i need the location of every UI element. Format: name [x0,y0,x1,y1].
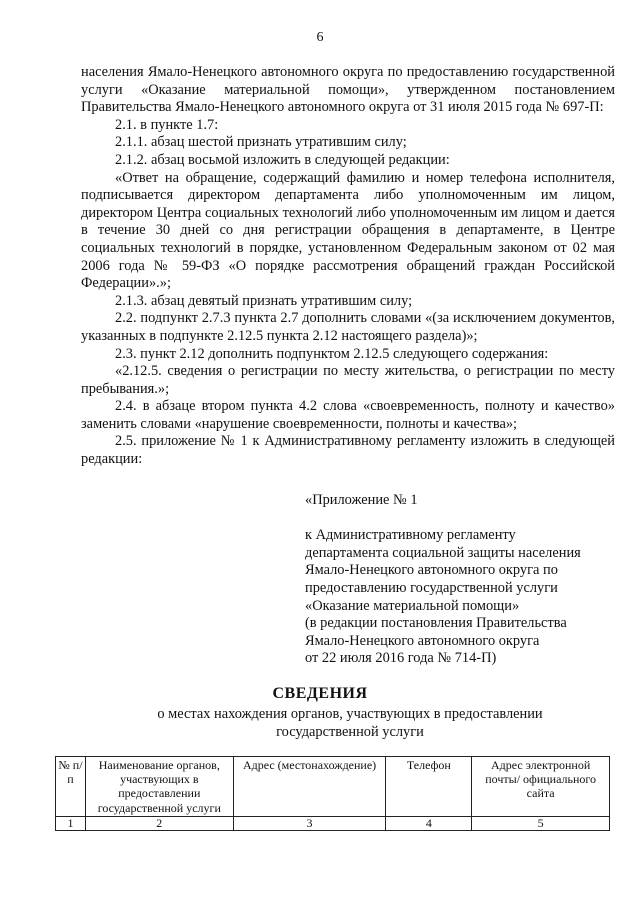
table-cell: 1 [56,816,86,830]
appendix-line: Ямало-Ненецкого автономного округа по [305,562,558,579]
table-cell: 3 [233,816,386,830]
table-row [56,816,610,830]
table-cell: 2 [85,816,233,830]
section-subheading: о местах нахождения органов, участвующих в предоставлении государственной услуги [157,706,543,740]
appendix-line: «Оказание материальной помощи» [305,597,520,614]
table-header: Телефон [386,757,472,817]
appendix-title: «Приложение № 1 [305,492,418,508]
paragraph: 2.1.3. абзац девятый признать утратившим силу; [115,292,413,309]
paragraph: 2.2. подпункт 2.7.3 пункта 2.7 дополнить словами «(за исключением документов, указанных в подпункте 2.12.5 пункта 2.12 настоящего раздела)»; [81,310,615,344]
appendix-line: (в редакции постановления Правительства [305,615,567,632]
table-header-row [56,757,610,817]
organs-table [55,756,610,831]
table-cell: 5 [472,816,610,830]
paragraph: 2.1. в пункте 1.7: [115,116,219,133]
appendix-line: Ямало-Ненецкого автономного округа [305,632,540,649]
appendix-line: предоставлению государственной услуги [305,579,558,596]
table-cell: 4 [386,816,472,830]
table-header: Наименование органов, участвующих в предоставлении государственной услуги [85,757,233,817]
paragraph: 2.3. пункт 2.12 дополнить подпунктом 2.12.5 следующего содержания: [115,345,549,362]
table-header: Адрес (местонахождение) [233,757,386,817]
appendix-line: департамента социальной защиты населения [305,544,581,561]
appendix-line: от 22 июля 2016 года № 714-П) [305,650,497,667]
paragraph: 2.1.1. абзац шестой признать утратившим силу; [115,134,407,151]
paragraph: 2.4. в абзаце втором пункта 4.2 слова «своевременность, полноту и качество» заменить словами «нарушение своевременности, полноты и качества»; [81,398,615,432]
body-text [81,64,615,469]
table-header: № п/п [56,757,86,817]
page-number: 6 [316,30,324,45]
appendix-block [305,492,615,668]
appendix-line: к Административному регламенту [305,527,516,544]
paragraph: «2.12.5. сведения о регистрации по месту жительства, о регистрации по месту пребывания.»; [81,363,615,397]
paragraph: 2.1.2. абзац восьмой изложить в следующей редакции: [115,151,450,168]
paragraph: 2.5. приложение № 1 к Административному регламенту изложить в следующей редакции: [81,433,615,468]
paragraph: «Ответ на обращение, содержащий фамилию и номер телефона исполнителя, подписывается директором департамента либо уполномоченным им лицом, директором Центра социальных технологий либо уполномоченным им лицом и дается в течение 30 дней со дня регистрации обращения в департаменте, в Центре социальных технологий в порядке, установленном Федеральным законом от 02 мая 2006 года № 59-ФЗ «О порядке рассмотрения обращений граждан Российской Федерации».»; [81,169,615,292]
paragraph: населения Ямало-Ненецкого автономного округа по предоставлению государственной услуги «Оказание материальной помощи», утвержденном постановлением Правительства Ямало-Ненецкого автономного округа от 31 июля 2015 года № 697-П: [81,64,615,116]
section-heading: СВЕДЕНИЯ [272,685,368,702]
table-header: Адрес электронной почты/ официального сайта [472,757,610,817]
